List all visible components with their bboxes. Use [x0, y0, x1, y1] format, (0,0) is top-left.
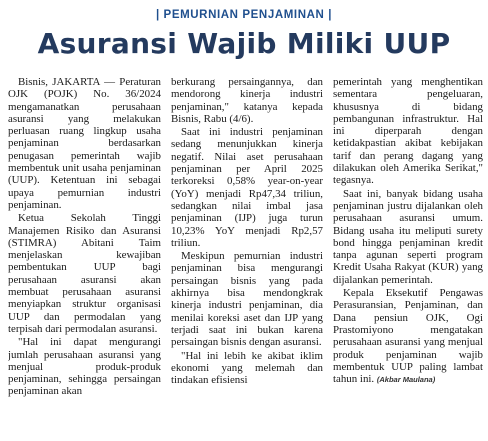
paragraph: Saat ini, banyak bidang usaha penjaminan justru dijalankan oleh perusahaan asuransi umum. Bidang usaha itu meliputi surety bond hingga penjaminan kredit tanpa agunan seperti program Kredit Usaha Rakyat (KUR) yang dijalankan pemerintah. — [333, 187, 483, 286]
article-column-3 — [333, 76, 483, 441]
section-rubric: | PEMURNIAN PENJAMINAN | — [155, 9, 333, 21]
article-column-1 — [8, 76, 161, 441]
paragraph: pemerintah yang menghentikan sementara pengeluaran, khususnya di bidang pembangunan infrastruktur. Hal ini diperparah dengan ketidakpastian akibat kebijakan tarif dan perang dagang yang dilakukan oleh Amerika Serikat," tegasnya. — [333, 76, 483, 187]
paragraph-text: Kepala Eksekutif Pengawas Perasuransian, Penjaminan, dan Dana pensiun OJK, Ogi Prastomiyono mengatakan perusahaan asuransi yang menjual produk penjaminan wajib membentuk UUP paling lambat tahun ini. — [333, 287, 483, 386]
article-column-2 — [171, 76, 323, 441]
paragraph: Ketua Sekolah Tinggi Manajemen Risiko dan Asuransi (STIMRA) Abitani Taim menjelaskan kewajiban pembentukan UUP bagi perusahaan asuransi akan membuat perusahaan asuransi menyiapkan struktur organisasi UUP dan permodalan yang terpisah dari permodalan asuransi. — [8, 212, 161, 335]
paragraph — [333, 287, 483, 386]
article-headline: Asuransi Wajib Miliki UUP — [37, 27, 451, 60]
paragraph: Meskipun pemurnian industri penjaminan bisa mengurangi persaingan bisnis yang pada akhirnya bisa mendongkrak kinerja industri penjaminan, dia menilai koreksi aset dan IJP yang terjadi saat ini bukan karena persaingan bisnis dengan asuransi. — [171, 250, 323, 349]
paragraph: Bisnis, JAKARTA — Peraturan OJK (POJK) No. 36/2024 mengamanatkan perusahaan asuransi yang melakukan perluasan ruang lingkup usaha penjaminan berdasarkan penugasan pemerintah wajib membentuk unit usaha penjaminan (UUP). Ketentuan ini sebagai upaya pemurnian industri penjaminan. — [8, 76, 161, 211]
paragraph: Saat ini industri penjaminan sedang menunjukkan kinerja negatif. Nilai aset perusahaan penjaminan per April 2025 terkoreksi 0,58% year-on-year (YoY) menjadi Rp47,34 triliun, sedangkan nilai imbal jasa penjaminan (IJP) juga turun 10,23% YoY menjadi Rp2,57 triliun. — [171, 126, 323, 249]
author-credit: (Akbar Maulana) — [376, 375, 436, 385]
paragraph: "Hal ini lebih ke akibat iklim ekonomi yang melemah dan tindakan efisiensi — [171, 349, 323, 387]
paragraph: berkurang persaingannya, dan mendorong kinerja industri penjaminan," katanya kepada Bisnis, Rabu (4/6). — [171, 76, 323, 125]
paragraph: "Hal ini dapat mengurangi jumlah perusahaan asuransi yang menjual produk-produk penjaminan, sehingga persaingan penjaminan akan — [8, 336, 161, 398]
